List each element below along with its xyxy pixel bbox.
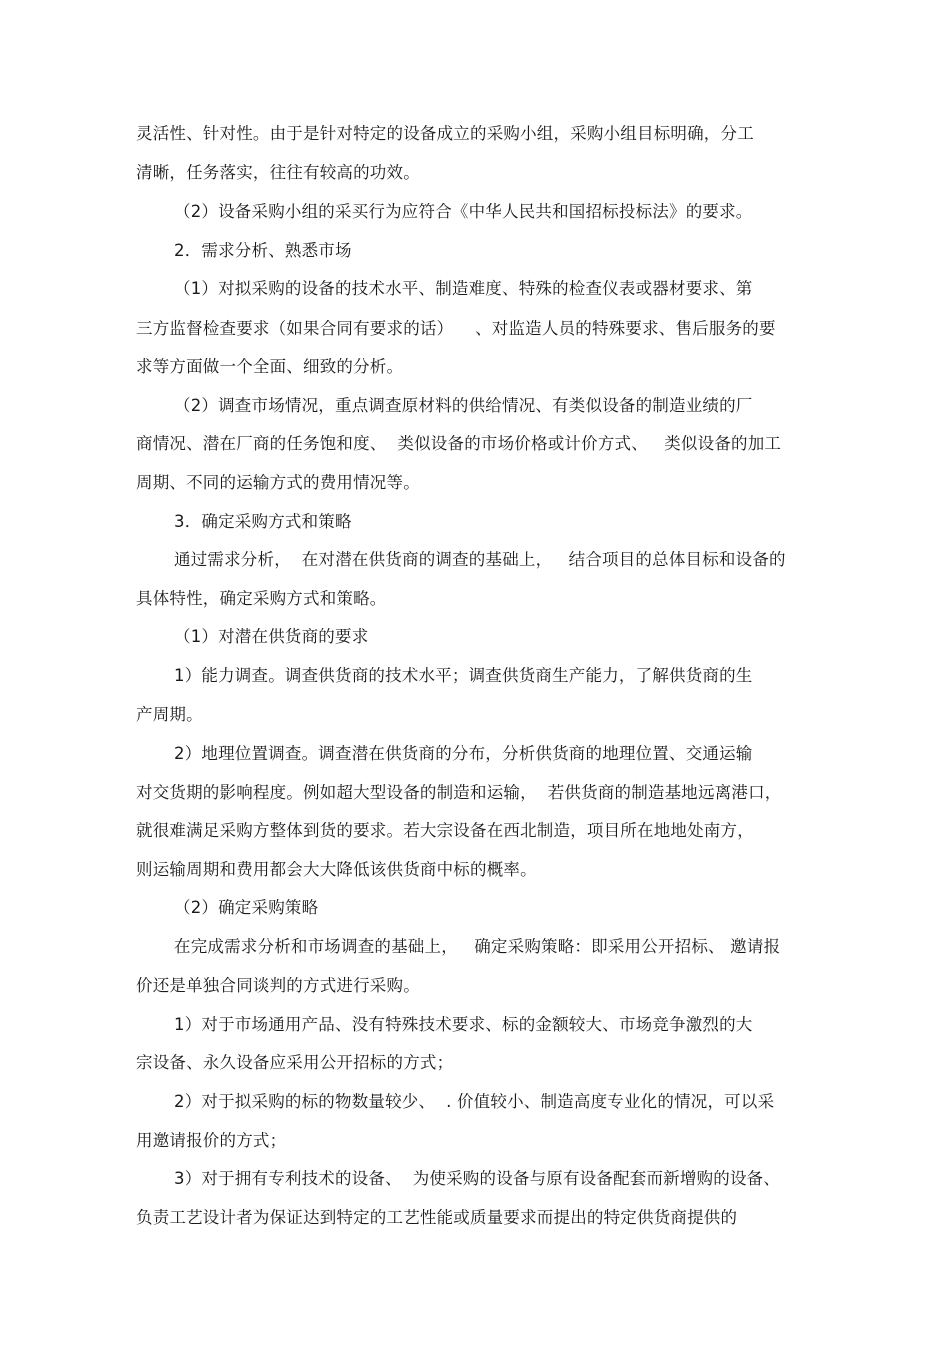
text-line: （1）对拟采购的设备的技术水平、制造难度、特殊的检查仪表或器材要求、第 [174,279,753,298]
text-line: 则运输周期和费用都会大大降低该供货商中标的概率。 [136,860,537,879]
text-line: 1）对于市场通用产品、没有特殊技术要求、标的金额较大、市场竞争激烈的大 [174,1015,753,1034]
section-heading: 2．需求分析、熟悉市场 [174,241,352,260]
text-line: 周期、不同的运输方式的费用情况等。 [136,473,420,492]
text-line: 价还是单独合同谈判的方式进行采购。 [136,976,420,995]
text-line: 求等方面做一个全面、细致的分析。 [136,357,404,376]
text-line: 就很难满足采购方整体到货的要求。若大宗设备在西北制造，项目所在地地处南方， [136,821,754,840]
text-line: 三方监督检查要求（如果合同有要求的话） 、对监造人员的特殊要求、售后服务的要 [136,319,776,338]
text-line: 具体特性，确定采购方式和策略。 [136,589,387,608]
text-line: 对交货期的影响程度。例如超大型设备的制造和运输， 若供货商的制造基地远离港口， [136,783,782,802]
text-line: 宗设备、永久设备应采用公开招标的方式； [136,1053,454,1072]
text-line: 通过需求分析， 在对潜在供货商的调查的基础上， 结合项目的总体目标和设备的 [174,550,786,569]
section-heading: 3．确定采购方式和策略 [174,512,352,531]
text-line: 产周期。 [136,705,203,724]
text-line: 商情况、潜在厂商的任务饱和度、 类似设备的市场价格或计价方式、 类似设备的加工 [136,434,782,453]
text-line: 2）对于拟采购的标的物数量较少、 . 价值较小、制造高度专业化的情况，可以采 [174,1092,775,1111]
text-line: 负责工艺设计者为保证达到特定的工艺性能或质量要求而提出的特定供货商提供的 [136,1208,738,1227]
text-line: （2）设备采购小组的采买行为应符合《中华人民共和国招标投标法》的要求。 [174,202,753,221]
text-line: 在完成需求分析和市场调查的基础上， 确定采购策略：即采用公开招标、 邀请报 [174,937,781,956]
text-line: 清晰，任务落实，往往有较高的功效。 [136,163,420,182]
text-line: （2）确定采购策略 [174,898,319,917]
text-line: 用邀请报价的方式； [136,1131,287,1150]
text-line: （1）对潜在供货商的要求 [174,627,369,646]
text-line: 灵活性、针对性。由于是针对特定的设备成立的采购小组，采购小组目标明确，分工 [136,124,754,143]
text-line: 2）地理位置调查。调查潜在供货商的分布，分析供货商的地理位置、交通运输 [174,744,753,763]
text-line: （2）调查市场情况，重点调查原材料的供给情况、有类似设备的制造业绩的厂 [174,396,753,415]
text-line: 1）能力调查。调查供货商的技术水平；调查供货商生产能力，了解供货商的生 [174,666,753,685]
text-line: 3）对于拥有专利技术的设备、 为使采购的设备与原有设备配套而新增购的设备、 [174,1169,781,1188]
